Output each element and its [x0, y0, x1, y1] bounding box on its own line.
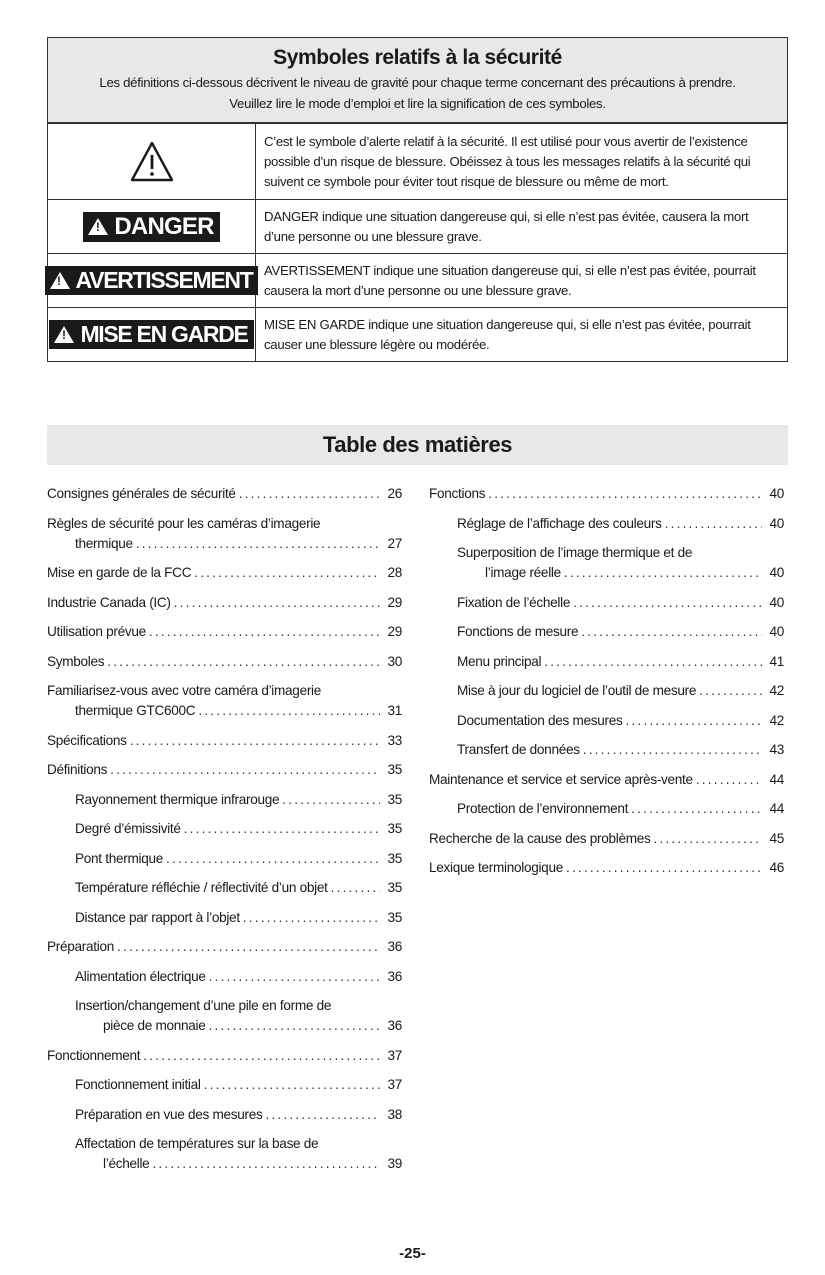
toc-leader-dots — [130, 731, 380, 751]
toc-page-number: 44 — [769, 801, 784, 816]
toc-page-number: 27 — [387, 535, 402, 551]
toc-entry-title: Mise en garde de la FCC — [47, 565, 192, 580]
toc-right-column — [429, 484, 784, 888]
toc-entry-title: Maintenance et service et service après-vente — [429, 771, 693, 787]
toc-entry[interactable] — [429, 484, 784, 504]
alert-triangle-icon — [129, 140, 175, 184]
toc-entry-title: Fonctions — [429, 486, 486, 501]
toc-entry[interactable] — [429, 770, 784, 790]
toc-entry-continuation: thermique — [75, 535, 133, 551]
toc-entry[interactable] — [47, 681, 402, 721]
toc-entry[interactable] — [47, 1105, 402, 1125]
toc-entry[interactable] — [47, 790, 402, 810]
toc-header — [47, 425, 788, 465]
toc-entry[interactable] — [47, 908, 402, 928]
safety-symbol-cell — [48, 254, 256, 307]
toc-page-number: 29 — [387, 594, 402, 610]
toc-entry-title: Préparation en vue des mesures — [75, 1106, 263, 1122]
toc-left-column — [47, 484, 402, 1184]
toc-leader-dots — [699, 681, 762, 701]
toc-page-number: 46 — [769, 860, 784, 875]
toc-leader-dots — [583, 740, 762, 760]
toc-entry-title: Consignes générales de sécurité — [47, 486, 236, 501]
warning-signal-word — [45, 266, 259, 295]
safety-symbol-cell — [48, 200, 256, 253]
warning-label: AVERTISSEMENT — [75, 267, 253, 293]
toc-page-number: 40 — [769, 486, 784, 501]
toc-leader-dots — [209, 967, 380, 987]
safety-row-caution — [48, 307, 787, 361]
toc-leader-dots — [581, 622, 762, 642]
toc-entry[interactable] — [47, 819, 402, 839]
safety-row-danger — [48, 199, 787, 253]
toc-entry[interactable] — [47, 849, 402, 869]
toc-entry-title: Fixation de l’échelle — [457, 594, 571, 610]
toc-entry[interactable] — [47, 563, 402, 583]
toc-leader-dots — [110, 760, 380, 780]
toc-page-number: 26 — [387, 486, 402, 501]
toc-leader-dots — [117, 937, 380, 957]
toc-leader-dots — [243, 908, 380, 928]
toc-page-number: 36 — [387, 968, 402, 984]
toc-entry-title: Recherche de la cause des problèmes — [429, 830, 651, 846]
safety-symbols-table — [47, 37, 788, 362]
safety-text: AVERTISSEMENT indique une situation dangereuse qui, si elle n’est pas évitée, pourrait causera la mort d’une personne ou une blessure grave. — [264, 263, 756, 298]
toc-page-number: 35 — [387, 821, 402, 836]
toc-page-number: 38 — [387, 1106, 402, 1122]
toc-entry[interactable] — [429, 799, 784, 819]
toc-entry[interactable] — [429, 711, 784, 731]
toc-entry-title: Fonctions de mesure — [457, 624, 579, 639]
toc-leader-dots — [331, 878, 380, 898]
toc-leader-dots — [626, 711, 762, 731]
toc-entry-title: Préparation — [47, 939, 114, 954]
safety-header — [48, 38, 787, 123]
toc-leader-dots — [566, 858, 762, 878]
safety-title: Symboles relatifs à la sécurité — [273, 46, 562, 69]
toc-entry-title: Pont thermique — [75, 850, 163, 866]
safety-text: DANGER indique une situation dangereuse qui, si elle n’est pas évitée, causera la mort d’une personne ou une blessure grave. — [264, 209, 749, 244]
toc-entry-title: Familiarisez-vous avec votre caméra d’imagerie — [47, 683, 322, 698]
toc-entry[interactable] — [47, 1075, 402, 1095]
toc-page-number: 28 — [387, 565, 402, 580]
toc-entry[interactable] — [47, 937, 402, 957]
toc-leader-dots — [573, 593, 762, 613]
toc-entry[interactable] — [429, 858, 784, 878]
safety-row-alert — [48, 123, 787, 199]
toc-entry-title: Règles de sécurité pour les caméras d’imagerie — [47, 515, 321, 531]
toc-entry[interactable] — [47, 996, 402, 1036]
caution-label: MISE EN GARDE — [80, 321, 248, 347]
toc-leader-dots — [564, 563, 762, 583]
toc-entry[interactable] — [47, 878, 402, 898]
toc-entry-continuation: l’échelle — [103, 1156, 150, 1171]
warning-triangle-icon — [88, 218, 108, 235]
toc-page-number: 35 — [387, 791, 402, 807]
toc-leader-dots — [544, 652, 762, 672]
toc-leader-dots — [107, 652, 380, 672]
toc-entry[interactable] — [47, 484, 402, 504]
toc-entry-title: Transfert de données — [457, 742, 580, 757]
toc-entry-title: Symboles — [47, 653, 105, 669]
toc-entry-title: Définitions — [47, 762, 108, 777]
toc-page-number: 41 — [769, 653, 784, 669]
toc-leader-dots — [631, 799, 762, 819]
toc-entry-continuation: l’image réelle — [485, 565, 561, 580]
toc-entry[interactable] — [429, 829, 784, 849]
toc-leader-dots — [665, 514, 762, 534]
toc-entry-title: Distance par rapport à l’objet — [75, 909, 240, 925]
toc-leader-dots — [282, 790, 380, 810]
toc-entry-continuation: pièce de monnaie — [103, 1018, 206, 1033]
danger-signal-word — [83, 212, 219, 242]
toc-leader-dots — [174, 593, 380, 613]
safety-row-warning — [48, 253, 787, 307]
toc-entry-title: Protection de l’environnement — [457, 801, 629, 816]
toc-page-number: 35 — [387, 909, 402, 925]
toc-leader-dots — [194, 563, 380, 583]
toc-page-number: 42 — [769, 683, 784, 698]
toc-entry-title: Superposition de l’image thermique et de — [457, 545, 693, 560]
toc-page-number: 40 — [769, 594, 784, 610]
toc-leader-dots — [265, 1105, 380, 1125]
toc-entry[interactable] — [47, 731, 402, 751]
toc-leader-dots — [653, 829, 762, 849]
toc-entry-title: Documentation des mesures — [457, 712, 623, 728]
toc-page-number: 36 — [387, 1018, 402, 1033]
toc-entry[interactable] — [47, 514, 402, 554]
toc-entry-title: Menu principal — [457, 653, 542, 669]
toc-page-number: 35 — [387, 850, 402, 866]
toc-entry[interactable] — [429, 593, 784, 613]
toc-leader-dots — [152, 1154, 380, 1174]
toc-entry-title: Spécifications — [47, 732, 127, 748]
toc-leader-dots — [209, 1016, 380, 1036]
toc-page-number: 39 — [387, 1156, 402, 1171]
toc-title: Table des matières — [322, 432, 513, 457]
toc-page-number: 40 — [769, 624, 784, 639]
toc-entry[interactable] — [429, 652, 784, 672]
toc-entry-title: Degré d’émissivité — [75, 821, 181, 836]
toc-entry-title: Insertion/changement d’une pile en forme de — [75, 998, 332, 1013]
toc-entry[interactable] — [47, 622, 402, 642]
safety-subtitle-line2: Veuillez lire le mode d’emploi et lire la signification de ces symboles. — [229, 96, 606, 111]
safety-symbol-cell — [48, 124, 256, 199]
toc-entry[interactable] — [429, 681, 784, 701]
safety-symbol-cell — [48, 308, 256, 361]
toc-entry-title: Utilisation prévue — [47, 624, 146, 639]
toc-entry-title: Alimentation électrique — [75, 968, 206, 984]
toc-page-number: 30 — [387, 653, 402, 669]
warning-triangle-icon — [54, 326, 74, 343]
safety-text: MISE EN GARDE indique une situation dangereuse qui, si elle n’est pas évitée, pourrait causer une blessure légère ou modérée. — [264, 317, 751, 352]
toc-page-number: 35 — [387, 880, 402, 895]
toc-page-number: 29 — [387, 624, 402, 639]
toc-entry[interactable] — [47, 593, 402, 613]
toc-page-number: 33 — [387, 732, 402, 748]
toc-entry-title: Mise à jour du logiciel de l’outil de mesure — [457, 683, 697, 698]
toc-entry[interactable] — [47, 967, 402, 987]
toc-entry-title: Fonctionnement — [47, 1047, 141, 1063]
toc-page-number: 40 — [769, 515, 784, 531]
toc-entry[interactable] — [429, 622, 784, 642]
toc-page-number: 31 — [387, 703, 402, 718]
toc-entry-continuation: thermique GTC600C — [75, 703, 196, 718]
toc-page-number: 42 — [769, 712, 784, 728]
toc-leader-dots — [696, 770, 762, 790]
toc-entry-title: Lexique terminologique — [429, 860, 563, 875]
toc-entry[interactable] — [47, 1134, 402, 1174]
toc-leader-dots — [198, 701, 380, 721]
safety-subtitle-line1: Les définitions ci-dessous décrivent le niveau de gravité pour chaque terme concernant des précautions à prendre. — [99, 75, 736, 90]
toc-page-number: 37 — [387, 1077, 402, 1092]
toc-entry-title: Affectation de températures sur la base de — [75, 1136, 319, 1151]
toc-entry[interactable] — [429, 514, 784, 534]
toc-page-number: 40 — [769, 565, 784, 580]
toc-page-number: 44 — [769, 771, 784, 787]
toc-leader-dots — [166, 849, 380, 869]
toc-leader-dots — [143, 1046, 380, 1066]
safety-subtitle — [58, 72, 777, 114]
page-number: -25- — [399, 1245, 426, 1262]
safety-text: C’est le symbole d’alerte relatif à la sécurité. Il est utilisé pour vous avertir de l’existence possible d’un risque de blessure. Obéissez à tous les messages relatifs à la sécurité qui suivent ce symbole pour éviter tout risque de blessure ou même de mort. — [264, 134, 751, 189]
toc-page-number: 37 — [387, 1047, 402, 1063]
toc-page-number: 35 — [387, 762, 402, 777]
toc-leader-dots — [239, 484, 380, 504]
toc-leader-dots — [149, 622, 380, 642]
warning-triangle-icon — [50, 272, 70, 289]
toc-entry-title: Réglage de l’affichage des couleurs — [457, 515, 662, 531]
toc-entry[interactable] — [47, 760, 402, 780]
toc-entry[interactable] — [429, 543, 784, 583]
toc-page-number: 43 — [769, 742, 784, 757]
toc-leader-dots — [184, 819, 380, 839]
toc-entry[interactable] — [47, 652, 402, 672]
danger-label: DANGER — [114, 212, 214, 240]
toc-leader-dots — [136, 534, 380, 554]
toc-leader-dots — [488, 484, 762, 504]
toc-entry[interactable] — [47, 1046, 402, 1066]
toc-entry-title: Fonctionnement initial — [75, 1077, 201, 1092]
toc-page-number: 45 — [769, 830, 784, 846]
toc-page-number: 36 — [387, 939, 402, 954]
toc-entry-title: Rayonnement thermique infrarouge — [75, 791, 280, 807]
toc-entry-title: Température réfléchie / réflectivité d’un objet — [75, 880, 328, 895]
toc-entry-title: Industrie Canada (IC) — [47, 594, 171, 610]
toc-leader-dots — [204, 1075, 380, 1095]
toc-entry[interactable] — [429, 740, 784, 760]
caution-signal-word — [49, 320, 253, 349]
